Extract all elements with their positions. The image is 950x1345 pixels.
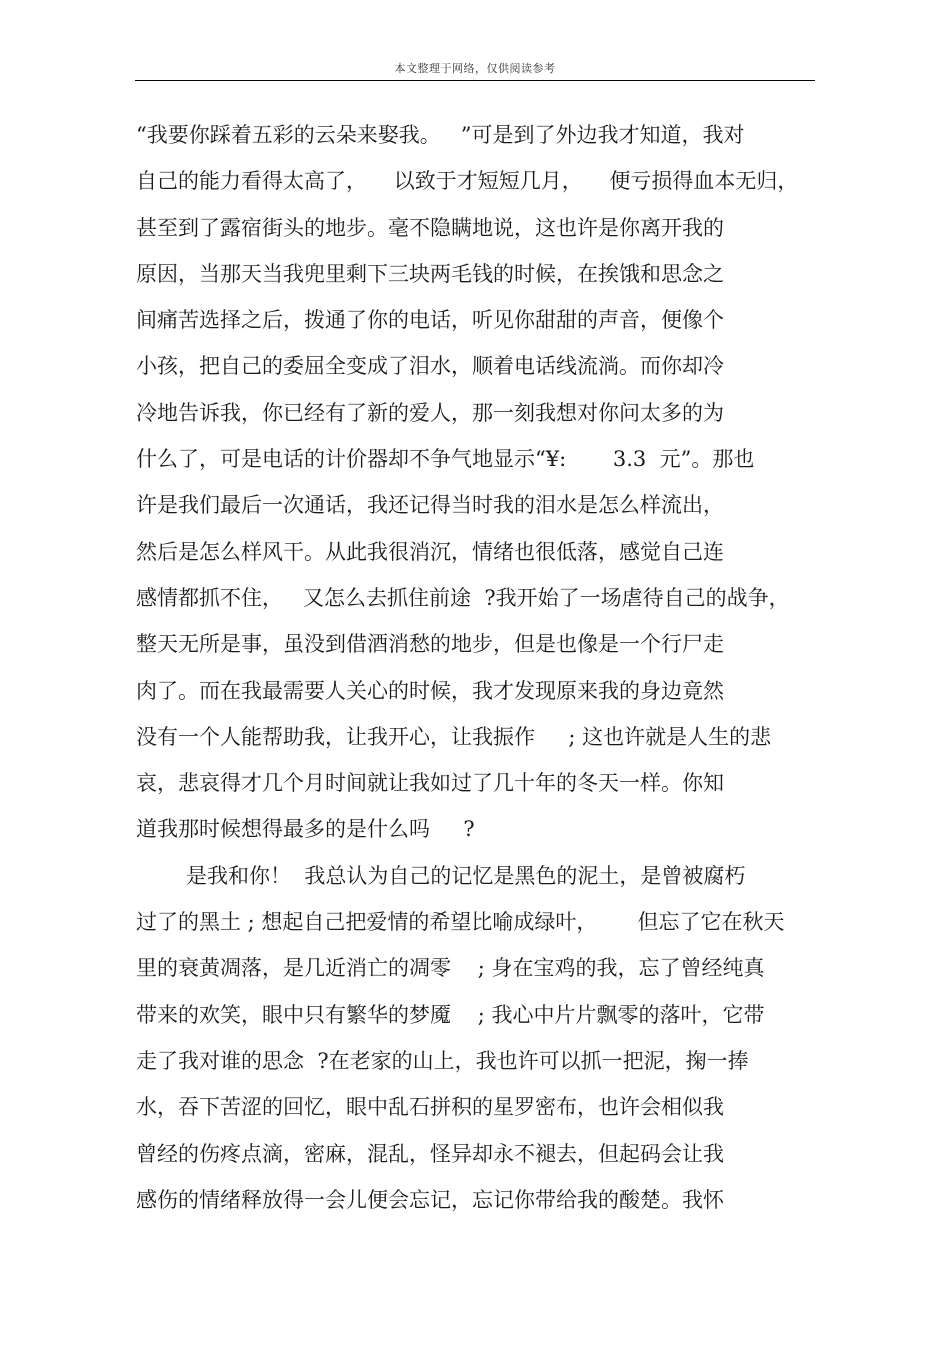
text-line: 没有一个人能帮助我，让我开心，让我振作 ; 这也许就是人生的悲: [136, 724, 772, 749]
text-line: 肉了。而在我最需要人关心的时候，我才发现原来我的身边竟然: [136, 678, 724, 703]
text-line: 曾经的伤疼点滴，密麻，混乱，怪异却永不褪去，但起码会让我: [136, 1141, 724, 1166]
text-line: 自己的能力看得太高了， 以致于才短短几月， 便亏损得血本无归，: [136, 169, 799, 194]
text-line: 间痛苦选择之后，拨通了你的电话，听见你甜甜的声音，便像个: [136, 308, 724, 333]
text-line: 水，吞下苦涩的回忆，眼中乱石拼积的星罗密布，也许会相似我: [136, 1095, 724, 1120]
header-divider: [135, 80, 815, 81]
paragraph-first-line: 是我和你！ 我总认为自己的记忆是黑色的泥土，是曾被腐朽: [186, 863, 746, 888]
text-line: 什么了，可是电话的计价器却不争气地显示“¥: 3.3 元”。那也: [136, 447, 755, 472]
text-line: 走了我对谁的思念 ?在老家的山上，我也许可以抓一把泥，掬一捧: [136, 1048, 749, 1073]
text-line: 小孩，把自己的委屈全变成了泪水，顺着电话线流淌。而你却冷: [136, 354, 724, 379]
text-line: 甚至到了露宿街头的地步。毫不隐瞒地说，这也许是你离开我的: [136, 215, 724, 240]
text-line: 过了的黑土 ; 想起自己把爱情的希望比喻成绿叶， 但忘了它在秋天: [136, 910, 785, 935]
text-line: 感伤的情绪释放得一会儿便会忘记，忘记你带给我的酸楚。我怀: [136, 1187, 724, 1212]
text-line: 里的衰黄凋落，是几近消亡的凋零 ; 身在宝鸡的我，忘了曾经纯真: [136, 956, 765, 981]
text-line: “我要你踩着五彩的云朵来娶我。 ”可是到了外边我才知道，我对: [136, 123, 745, 147]
header-note: 本文整理于网络，仅供阅读参考: [394, 62, 556, 75]
text-line: 许是我们最后一次通话，我还记得当时我的泪水是怎么样流出，: [136, 493, 724, 518]
text-line: 带来的欢笑，眼中只有繁华的梦魇 ; 我心中片片飘零的落叶，它带: [136, 1002, 765, 1027]
text-line: 道我那时候想得最多的是什么吗 ?: [136, 817, 475, 842]
text-line: 感情都抓不住， 又怎么去抓住前途 ?我开始了一场虐待自己的战争，: [136, 585, 790, 610]
text-line: 原因，当那天当我兜里剩下三块两毛钱的时候，在挨饿和思念之: [136, 261, 724, 286]
text-line: 然后是怎么样风干。从此我很消沉，情绪也很低落，感觉自己连: [136, 539, 724, 564]
text-line: 整天无所是事，虽没到借酒消愁的地步，但是也像是一个行尸走: [136, 632, 724, 657]
body-text: [136, 112, 816, 1223]
text-line: 冷地告诉我，你已经有了新的爱人，那一刻我想对你问太多的为: [136, 400, 724, 425]
text-line: 哀，悲哀得才几个月时间就让我如过了几十年的冬天一样。你知: [136, 771, 724, 796]
